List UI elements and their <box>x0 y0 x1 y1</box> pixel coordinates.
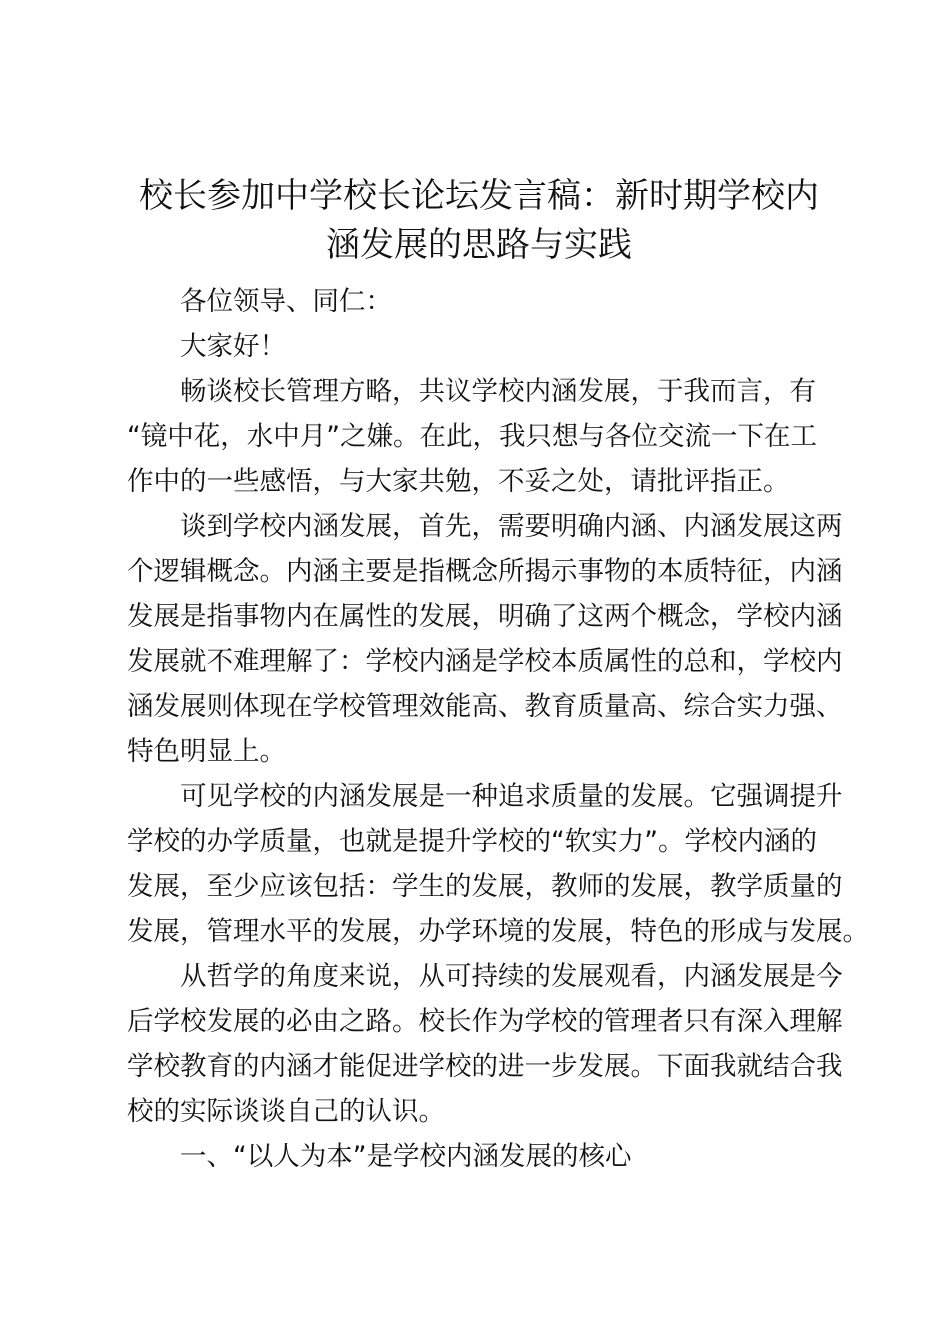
text-line: 学校教育的内涵才能促进学校的进一步发展。下面我就结合我 <box>127 1051 843 1082</box>
greeting <box>127 324 831 369</box>
paragraph <box>127 774 869 954</box>
text-line: 学校的办学质量，也就是提升学校的“软实力”。学校内涵的 <box>127 826 817 857</box>
text-line: 从哲学的角度来说，从可持续的发展观看，内涵发展是今 <box>180 961 843 992</box>
text-line: 发展，至少应该包括：学生的发展，教师的发展，教学质量的 <box>127 871 843 902</box>
text-line: 校的实际谈谈自己的认识。 <box>127 1096 445 1127</box>
salutation <box>127 279 831 324</box>
document-title <box>127 172 831 270</box>
text-line: 谈到学校内涵发展，首先，需要明确内涵、内涵发展这两 <box>180 511 843 542</box>
text-line: 发展，管理水平的发展，办学环境的发展，特色的形成与发展。 <box>127 916 869 947</box>
text-line: 涵发展则体现在学校管理效能高、教育质量高、综合实力强、 <box>127 691 843 722</box>
text-line: 各位领导、同仁： <box>180 286 392 317</box>
text-line: 发展就不难理解了：学校内涵是学校本质属性的总和，学校内 <box>127 646 843 677</box>
paragraph <box>127 954 843 1134</box>
text-line: 畅谈校长管理方略，共议学校内涵发展，于我而言，有 <box>180 376 816 407</box>
title-line: 校长参加中学校长论坛发言稿：新时期学校内 <box>139 176 819 216</box>
document-page <box>127 172 869 1179</box>
paragraph <box>127 369 831 504</box>
section-heading <box>127 1134 831 1179</box>
text-line: 特色明显上。 <box>127 736 286 767</box>
text-line: 可见学校的内涵发展是一种追求质量的发展。它强调提升 <box>180 781 843 812</box>
text-line: 大家好！ <box>180 331 286 362</box>
text-line: 后学校发展的必由之路。校长作为学校的管理者只有深入理解 <box>127 1006 843 1037</box>
text-line: 个逻辑概念。内涵主要是指概念所揭示事物的本质特征，内涵 <box>127 556 843 587</box>
text-line: 发展是指事物内在属性的发展，明确了这两个概念，学校内涵 <box>127 601 843 632</box>
text-line: “镜中花，水中月”之嫌。在此，我只想与各位交流一下在工 <box>127 421 817 452</box>
title-line: 涵发展的思路与实践 <box>326 225 632 265</box>
text-line: 一、“以人为本”是学校内涵发展的核心 <box>180 1141 632 1172</box>
text-line: 作中的一些感悟，与大家共勉，不妥之处，请批评指正。 <box>127 466 790 497</box>
paragraph <box>127 504 843 774</box>
